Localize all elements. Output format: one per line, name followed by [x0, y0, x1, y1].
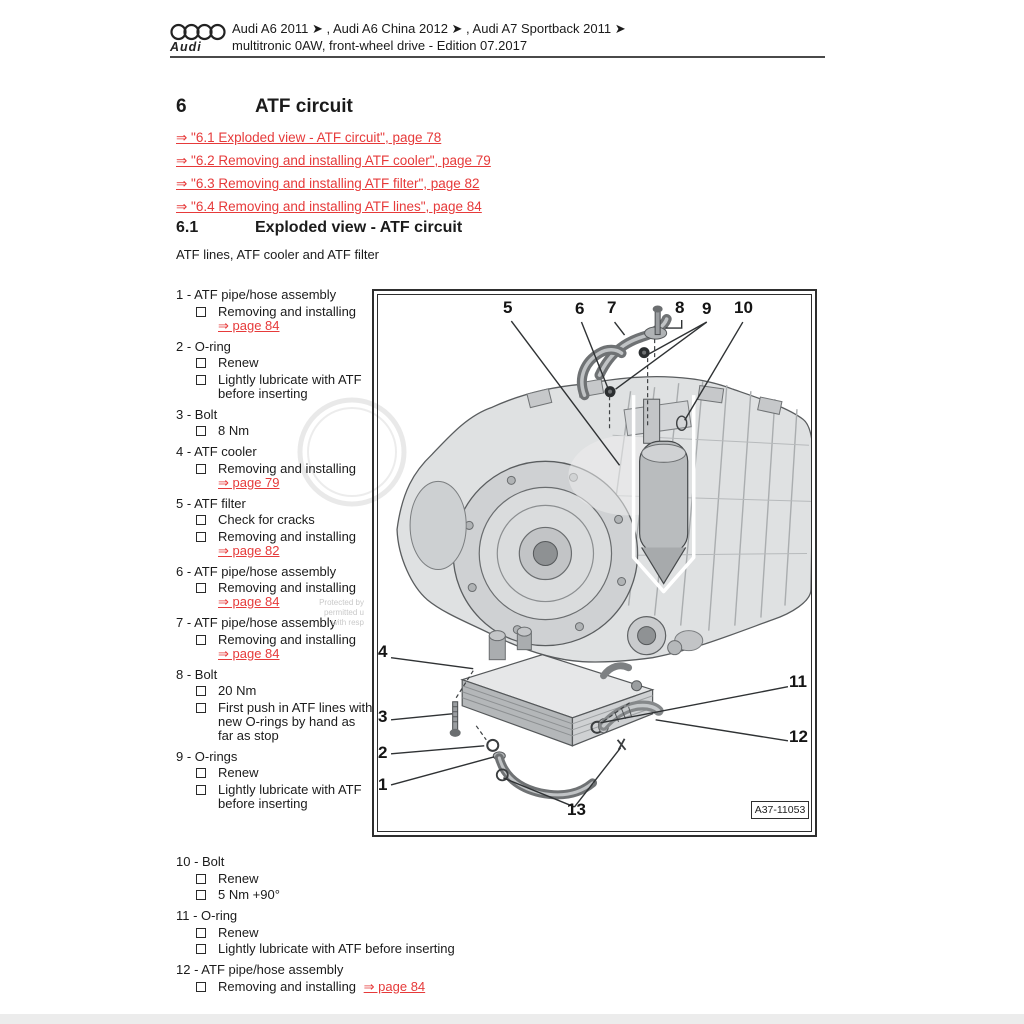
- bullet-text: 20 Nm: [218, 683, 257, 698]
- figure-callout: 11: [789, 672, 807, 691]
- parts-list-item: [176, 497, 374, 558]
- figure-callout: 2: [378, 743, 388, 762]
- bullet-text: First push in ATF lines with new O-rings by hand as far as stop: [218, 699, 373, 743]
- section-heading: [176, 96, 353, 118]
- parts-list-item: [176, 855, 816, 902]
- checkbox-icon: [196, 785, 206, 795]
- audi-logo: [170, 22, 228, 54]
- checkbox-icon: [196, 375, 206, 385]
- part-bullet: [196, 373, 374, 401]
- checkbox-icon: [196, 464, 206, 474]
- figure-callout: 7: [607, 298, 617, 317]
- part-bullet: [196, 633, 374, 661]
- part-label: 10 - Bolt: [176, 854, 225, 869]
- parts-list-item: [176, 445, 374, 490]
- header-line-1: Audi A6 2011 ➤ , Audi A6 China 2012 ➤ , Audi A7 Sportback 2011 ➤: [232, 21, 626, 36]
- bullet-text: Check for cracks: [218, 512, 315, 527]
- part-label: 3 - Bolt: [176, 406, 218, 422]
- audi-rings-icon: [170, 22, 228, 42]
- bullet-text: Removing and installing: [218, 460, 357, 476]
- figure-callout: 13: [567, 800, 586, 819]
- part-bullet: [196, 766, 374, 780]
- bullet-text: Renew: [218, 870, 259, 886]
- part-bullet: [196, 462, 374, 490]
- part-label: 9 - O-rings: [176, 748, 238, 764]
- bullet-text: Removing and installing: [218, 303, 357, 319]
- checkbox-icon: [196, 928, 206, 938]
- subsection-number: 6.1: [176, 219, 199, 236]
- subsection-subtitle: ATF lines, ATF cooler and ATF filter: [176, 247, 380, 262]
- audi-brand-text: Audi: [170, 40, 202, 54]
- checkbox-icon: [196, 944, 206, 954]
- header-line-2: multitronic 0AW, front-wheel drive - Edition 07.2017: [232, 37, 528, 53]
- part-label: 8 - Bolt: [176, 666, 218, 682]
- part-label: 5 - ATF filter: [176, 495, 246, 511]
- part-bullet: [196, 980, 816, 994]
- exploded-view-figure: [372, 289, 817, 837]
- toc-link-6-4[interactable]: ⇒ "6.4 Removing and installing ATF lines", page 84: [176, 199, 482, 214]
- figure-callout: 1: [378, 775, 388, 794]
- subsection-heading: [176, 219, 462, 237]
- figure-callout: 3: [378, 707, 388, 726]
- section-title: ATF circuit: [255, 96, 353, 117]
- parts-list-item: [176, 340, 374, 401]
- page-bottom-strip: [0, 1014, 1024, 1024]
- toc-link-6-3[interactable]: ⇒ "6.3 Removing and installing ATF filter", page 82: [176, 176, 480, 191]
- checkbox-icon: [196, 874, 206, 884]
- bullet-text: Removing and installing: [218, 631, 357, 647]
- header-rule: [170, 56, 825, 58]
- checkbox-icon: [196, 583, 206, 593]
- checkbox-icon: [196, 703, 206, 713]
- toc-link-6-1[interactable]: ⇒ "6.1 Exploded view - ATF circuit", page 78: [176, 130, 442, 145]
- parts-list-item: [176, 668, 374, 743]
- figure-outer-frame: [372, 289, 817, 837]
- part-bullet: [196, 684, 374, 698]
- checkbox-icon: [196, 515, 206, 525]
- figure-reference-label: A37-11053: [751, 801, 809, 819]
- parts-list-item: [176, 408, 374, 439]
- part-label: 4 - ATF cooler: [176, 444, 257, 459]
- figure-callout: 12: [789, 727, 808, 746]
- part-label: 6 - ATF pipe/hose assembly: [176, 563, 337, 579]
- parts-list-wide: [176, 855, 816, 1001]
- checkbox-icon: [196, 426, 206, 436]
- page-link[interactable]: ⇒ page 82: [218, 542, 280, 558]
- checkbox-icon: [196, 686, 206, 696]
- page-link[interactable]: ⇒ page 84: [218, 594, 280, 609]
- bullet-text: Removing and installing: [218, 528, 357, 544]
- page-link[interactable]: ⇒ page 84: [218, 317, 280, 333]
- figure-inner-frame: [377, 294, 812, 832]
- bullet-text: 5 Nm +90°: [218, 887, 280, 902]
- figure-callout: 5: [503, 298, 513, 317]
- figure-callout: 4: [378, 642, 388, 661]
- exploded-view-illustration: [378, 295, 811, 831]
- toc-link-6-2[interactable]: ⇒ "6.2 Removing and installing ATF cooler", page 79: [176, 153, 491, 168]
- part-bullet: [196, 356, 374, 370]
- part-bullet: [196, 581, 374, 609]
- figure-callout: 9: [702, 299, 712, 318]
- part-bullet: [196, 513, 374, 527]
- bullet-text: Renew: [218, 355, 259, 370]
- subsection-title: Exploded view - ATF circuit: [255, 219, 463, 236]
- parts-list-narrow: [176, 288, 374, 818]
- parts-list-item: [176, 616, 374, 661]
- figure-callout: 8: [675, 298, 685, 317]
- part-bullet: [196, 305, 374, 333]
- bullet-text: Renew: [218, 765, 259, 780]
- page-link[interactable]: ⇒ page 84: [363, 978, 426, 994]
- figure-callout: 6: [575, 299, 585, 318]
- part-bullet: [196, 872, 816, 886]
- checkbox-icon: [196, 982, 206, 992]
- section-number: 6: [176, 96, 187, 117]
- parts-list-item: [176, 909, 816, 956]
- part-label: 12 - ATF pipe/hose assembly: [176, 962, 344, 977]
- part-bullet: [196, 783, 374, 811]
- bullet-text: 8 Nm: [218, 423, 250, 438]
- part-bullet: [196, 926, 816, 940]
- part-bullet: [196, 888, 816, 902]
- watermark-text: Protected by permitted u with resp: [319, 598, 364, 627]
- bullet-text: Lightly lubricate with ATF before inserting: [218, 941, 455, 956]
- page-link[interactable]: ⇒ page 79: [218, 474, 280, 490]
- header-model-lines: [232, 21, 626, 54]
- parts-list-item: [176, 565, 374, 610]
- parts-list-item: [176, 963, 816, 994]
- part-bullet: [196, 701, 374, 743]
- page-link[interactable]: ⇒ page 84: [218, 645, 280, 661]
- figure-callout: 10: [734, 298, 753, 317]
- toc-links: [176, 126, 491, 218]
- checkbox-icon: [196, 890, 206, 900]
- part-bullet: [196, 530, 374, 558]
- checkbox-icon: [196, 635, 206, 645]
- bullet-text: Lightly lubricate with ATF before inserting: [218, 371, 362, 401]
- part-label: 11 - O-ring: [176, 908, 238, 923]
- part-bullet: [196, 942, 816, 956]
- part-label: 2 - O-ring: [176, 338, 231, 354]
- parts-list-item: [176, 750, 374, 811]
- part-label: 7 - ATF pipe/hose assembly: [176, 615, 337, 630]
- checkbox-icon: [196, 768, 206, 778]
- parts-list-item: [176, 288, 374, 333]
- checkbox-icon: [196, 307, 206, 317]
- bullet-text: Removing and installing: [218, 978, 357, 994]
- checkbox-icon: [196, 358, 206, 368]
- bullet-text: Removing and installing: [218, 580, 357, 595]
- bullet-text: Lightly lubricate with ATF before inserting: [218, 781, 362, 811]
- checkbox-icon: [196, 532, 206, 542]
- bullet-text: Renew: [218, 924, 259, 940]
- part-bullet: [196, 424, 374, 438]
- part-label: 1 - ATF pipe/hose assembly: [176, 287, 337, 302]
